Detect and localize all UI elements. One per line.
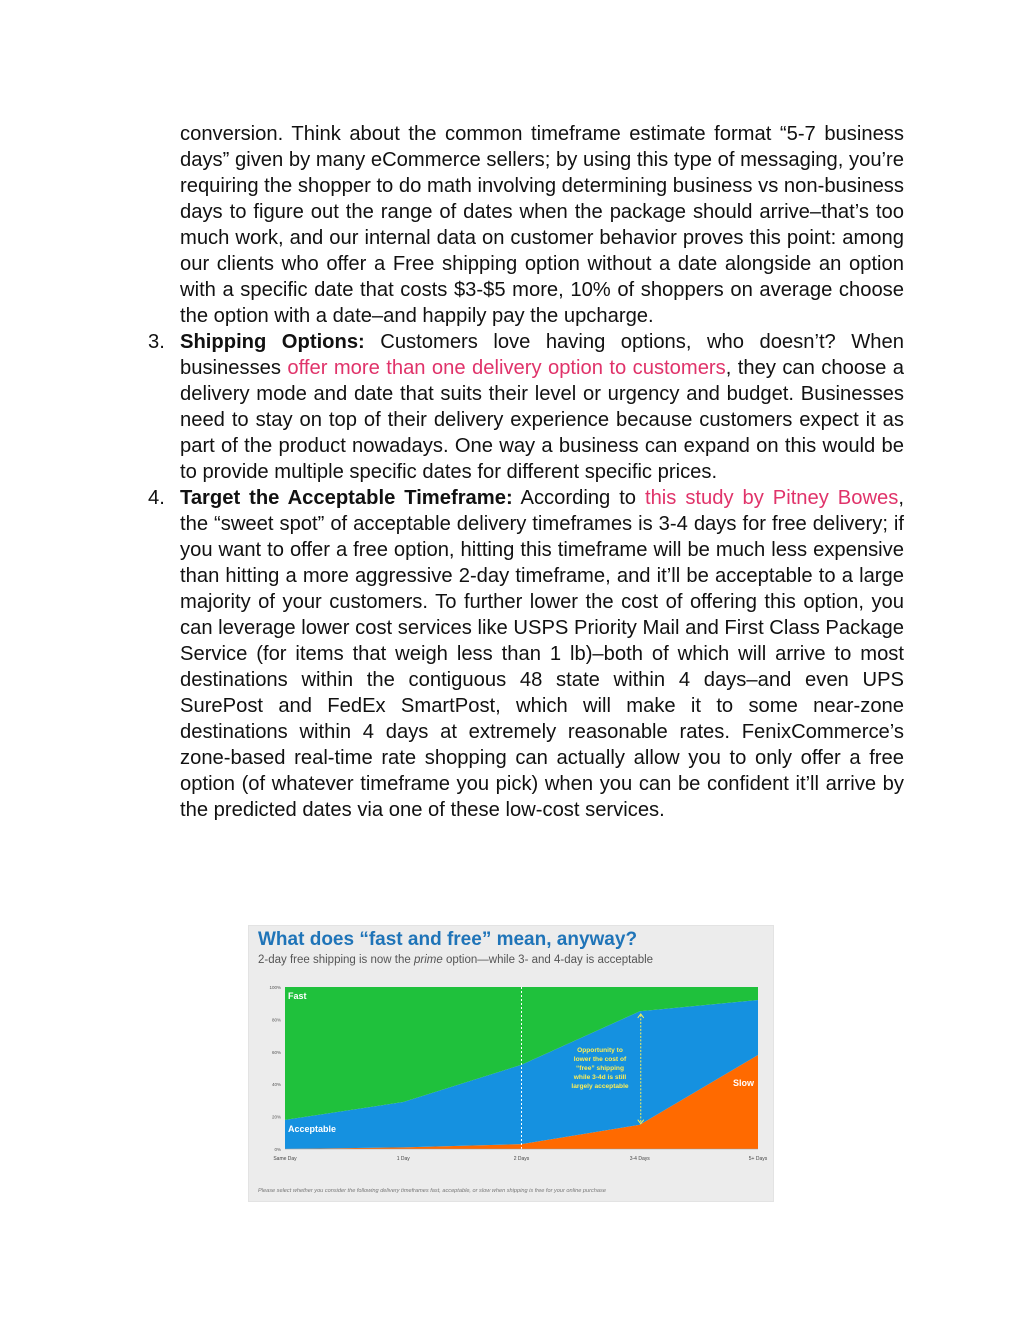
series-label-acceptable: Acceptable (288, 1124, 337, 1134)
subtitle-emphasis: prime (413, 954, 443, 966)
pitney-bowes-study-link[interactable]: this study by Pitney Bowes (644, 487, 899, 509)
list-text: , the “sweet spot” of acceptable delivery timeframes is 3-4 days for free delivery; if you want to offer a free option, hitting this timeframe will be much less expensive than hitting a more aggressive 2-day timeframe, and it’ll be acceptable to a large majority of your customers. To further lower the cost of offering this option, you can leverage lower cost services like USPS Priority Mail and First Class Package Service (for items that weigh less than 1 lb)–both of which will arrive to most destinations within the contiguous 48 state within 4 days–and even UPS SurePost and FedEx SmartPost, which will make it to some near-zone destinations within 4 days at extremely reasonable rates. FenixCommerce’s zone-based real-time rate shopping can actually allow you to only offer a free option (of whatever timeframe you pick) when you can be confident it’ll arrive by the predicted dates via one of these low-cost services. (180, 487, 904, 821)
y-tick-label: 60% (271, 1049, 281, 1055)
annotation-text: lower the cost of (573, 1056, 627, 1063)
x-tick-label: Same Day (273, 1156, 297, 1162)
annotation-text: while 3-4d is still (573, 1074, 627, 1081)
list-item-shipping-options (148, 329, 905, 485)
body-text (148, 121, 905, 823)
x-tick-label: 3-4 Days (629, 1156, 650, 1162)
y-tick-label: 20% (271, 1114, 281, 1120)
chart-title: What does “fast and free” mean, anyway? (258, 929, 638, 950)
subtitle-text: option—while 3- and 4-day is acceptable (442, 954, 654, 966)
subtitle-text: 2-day free shipping is now the (258, 954, 414, 966)
x-tick-label: 5+ Days (748, 1156, 768, 1162)
list-number: 3. (148, 331, 165, 353)
delivery-options-link[interactable]: offer more than one delivery option to customers (287, 357, 726, 379)
y-tick-label: 100% (269, 985, 281, 990)
list-number: 4. (148, 487, 165, 509)
list-text: Customers love having options, who doesn’t? When businesses (180, 331, 904, 379)
y-tick-label: 0% (274, 1147, 281, 1152)
y-tick-label: 80% (271, 1017, 281, 1023)
chart-figure (248, 925, 774, 1202)
list-heading: Target the Acceptable Timeframe: (180, 487, 513, 509)
series-label-slow: Slow (732, 1078, 754, 1088)
list-text: According to (512, 487, 645, 509)
x-tick-label: 2 Days (513, 1156, 530, 1162)
series-label-fast: Fast (288, 991, 307, 1001)
paragraph-conversion: conversion. Think about the common timeframe estimate format “5-7 business days” given by many eCommerce sellers; by using this type of messaging, you’re requiring the shopper to do math involving determining business vs non-business days to figure out the range of dates when the package should arrive–that’s too much work, and our internal data on customer behavior proves this point: among our clients who offer a Free shipping option without a date alongside an option with a specific date that costs $3-$5 more, 10% of shoppers on average choose the option with a date–and happily pay the upcharge. (180, 123, 904, 327)
list-heading: Shipping Options: (180, 331, 365, 353)
y-tick-label: 40% (271, 1082, 281, 1088)
annotation-text: Opportunity to (577, 1047, 623, 1054)
x-tick-label: 1 Day (396, 1156, 410, 1162)
annotation-text: largely acceptable (571, 1083, 629, 1090)
area-chart (249, 926, 775, 1203)
list-text: , they can choose a delivery mode and date that suits their level or urgency and budget. Businesses need to stay on top of their delivery experience because customers expect it as part of the product nowadays. One way a business can expand on this would be to provide multiple specific dates for different specific prices. (180, 357, 905, 483)
list-item-acceptable-timeframe (148, 485, 904, 823)
chart-footnote: Please select whether you consider the following delivery timeframes fast, acceptable, or slow when shipping is free for your online purchase (258, 1188, 606, 1194)
annotation-text: “free” shipping (576, 1065, 624, 1072)
